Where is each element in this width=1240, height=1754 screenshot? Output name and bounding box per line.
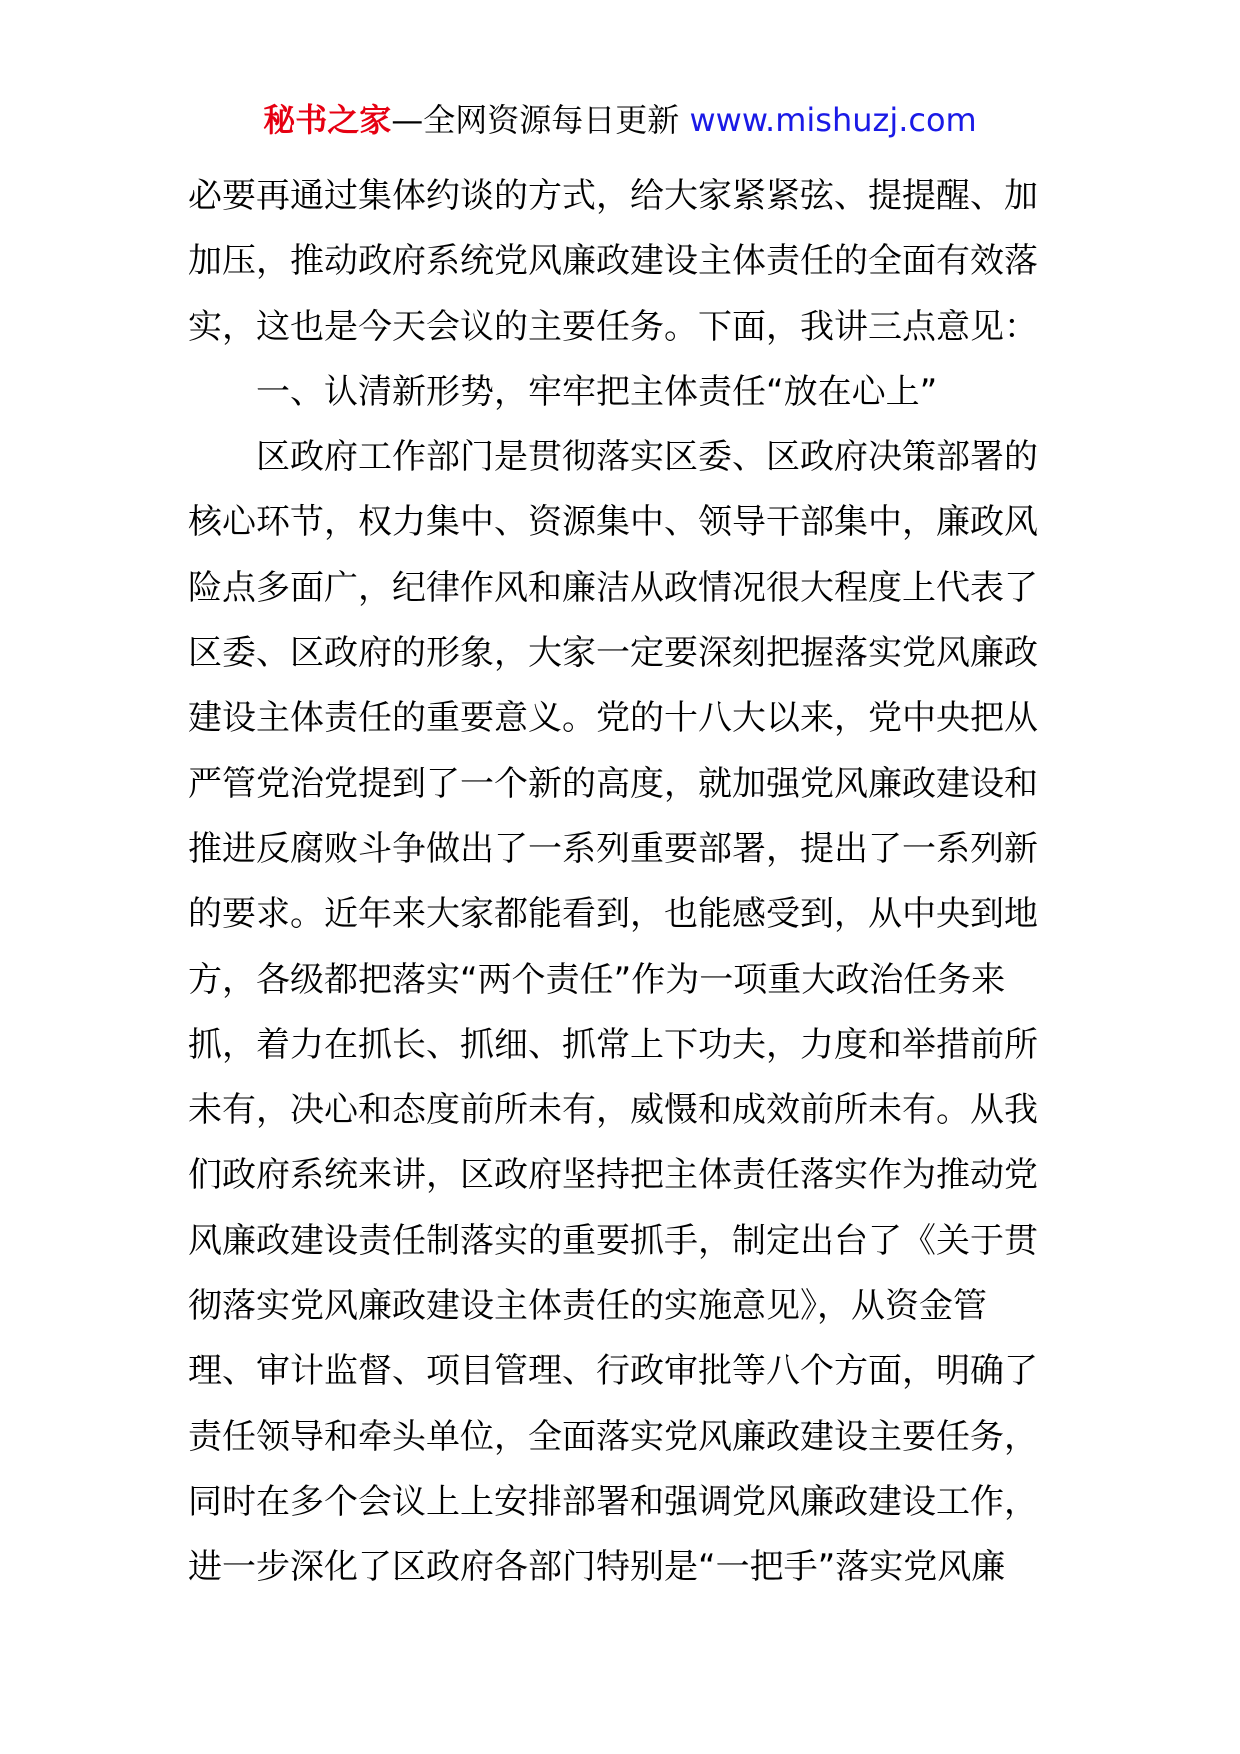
section-heading: 一、认清新形势，牢牢把主体责任“放在心上” <box>256 371 938 412</box>
body-line: 进一步深化了区政府各部门特别是“一把手”落实党风廉 <box>188 1547 1006 1588</box>
body-line: 抓，着力在抓长、抓细、抓常上下功夫，力度和举措前所 <box>188 1024 1038 1065</box>
body-line: 理、审计监督、项目管理、行政审批等八个方面，明确了 <box>188 1351 1038 1392</box>
document-body <box>188 164 1058 1601</box>
site-header <box>0 98 1240 142</box>
body-line: 责任领导和牵头单位，全面落实党风廉政建设主要任务， <box>188 1416 1038 1457</box>
body-line: 们政府系统来讲，区政府坚持把主体责任落实作为推动党 <box>188 1155 1038 1196</box>
body-line: 方，各级都把落实“两个责任”作为一项重大政治任务来 <box>188 959 1006 1000</box>
body-line: 彻落实党风廉政建设主体责任的实施意见》，从资金管 <box>188 1286 987 1327</box>
body-line: 严管党治党提到了一个新的高度，就加强党风廉政建设和 <box>188 763 1038 804</box>
body-line: 的要求。近年来大家都能看到，也能感受到，从中央到地 <box>188 894 1038 935</box>
site-tagline: —全网资源每日更新 <box>391 101 680 139</box>
body-line: 险点多面广，纪律作风和廉洁从政情况很大程度上代表了 <box>188 567 1038 608</box>
site-url-link[interactable]: www.mishuzj.com <box>689 101 977 139</box>
site-brand: 秘书之家 <box>263 101 392 139</box>
body-line: 建设主体责任的重要意义。党的十八大以来，党中央把从 <box>188 698 1038 739</box>
body-line: 同时在多个会议上上安排部署和强调党风廉政建设工作， <box>188 1481 1038 1522</box>
body-line: 加压，推动政府系统党风廉政建设主体责任的全面有效落 <box>188 241 1038 282</box>
body-line: 区政府工作部门是贯彻落实区委、区政府决策部署的 <box>256 437 1038 478</box>
body-line: 风廉政建设责任制落实的重要抓手，制定出台了《关于贯 <box>188 1220 1038 1261</box>
body-line: 必要再通过集体约谈的方式，给大家紧紧弦、提提醒、加 <box>188 176 1038 216</box>
body-line: 实，这也是今天会议的主要任务。下面，我讲三点意见： <box>188 306 1038 347</box>
body-line: 区委、区政府的形象，大家一定要深刻把握落实党风廉政 <box>188 633 1038 674</box>
body-line: 推进反腐败斗争做出了一系列重要部署，提出了一系列新 <box>188 828 1038 869</box>
body-line: 未有，决心和态度前所未有，威慑和成效前所未有。从我 <box>188 1090 1038 1131</box>
body-line: 核心环节，权力集中、资源集中、领导干部集中，廉政风 <box>188 502 1038 543</box>
